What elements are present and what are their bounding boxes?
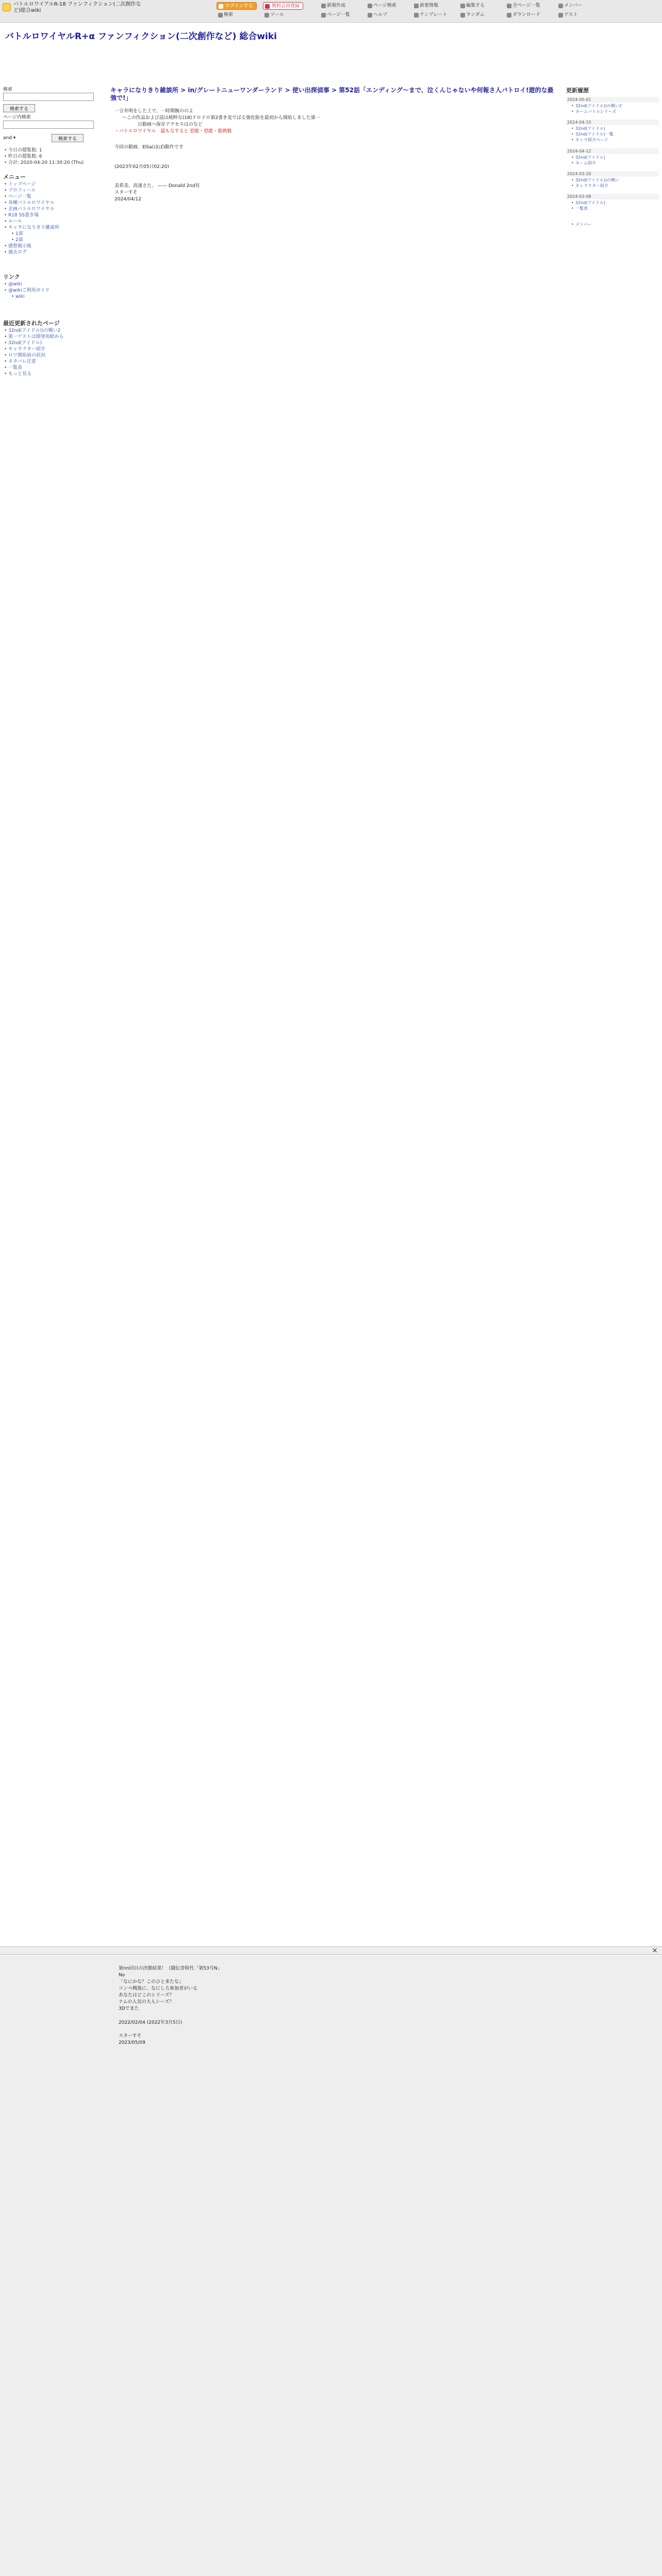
overlay-line: 3Dでまた	[119, 2006, 139, 2011]
recent-item[interactable]: • 32nd(アイドル))の戦い2	[3, 328, 100, 334]
recent-list	[3, 328, 100, 377]
update-item[interactable]: • 32nd(アイドル)	[571, 200, 659, 206]
overlay-line: スターすそ	[119, 2033, 142, 2039]
story-line: ～この作品および話は純粋な(18)ドロドロ第2書き変でばる強化版を最初から開始しました第一	[114, 115, 320, 121]
register-label: 無料会員登録	[272, 4, 300, 9]
tools-label: ツール	[270, 12, 284, 18]
update-item[interactable]: • 32nd(アイドル)一覧	[571, 131, 659, 137]
register-icon	[265, 4, 270, 9]
update-day: 2024-03-08	[566, 194, 659, 199]
and-or-value: and	[3, 135, 12, 141]
document-icon	[321, 13, 326, 18]
overlay-line: 第nn回目の決勝結果！（闘伝奇時代「第53号N」	[119, 1966, 222, 1971]
link-item[interactable]: • @wiki	[3, 281, 100, 287]
menu-item[interactable]: • 各種バトルロワイヤル	[3, 200, 100, 206]
page-list-label: ページ一覧	[327, 12, 350, 18]
search-icon	[368, 4, 372, 8]
stat-yesterday: • 昨日の閲覧数: 6	[3, 154, 100, 160]
story-line: 今回の動画、Ellia(ほぼ)動作です	[114, 145, 184, 150]
shuffle-icon	[460, 13, 465, 18]
menu-subitem[interactable]: • 1部	[3, 231, 100, 237]
register-button[interactable]	[263, 2, 303, 10]
nav-search-label: 検索	[224, 12, 234, 18]
random-label: ランダム	[466, 12, 485, 18]
story-line: 美希美、高速さた。 —— Donald 2nd有	[114, 183, 200, 189]
guest-link[interactable]	[557, 11, 578, 19]
create-page-label: 新規作成	[327, 3, 346, 8]
link-item[interactable]: • @wikiご利用ガイド	[3, 287, 100, 294]
menu-subitem[interactable]: • 2部	[3, 237, 100, 243]
menu-item[interactable]: • トップページ	[3, 181, 100, 188]
story-line: (2023年02月05日02:20)	[114, 164, 169, 170]
download-link[interactable]	[505, 11, 540, 19]
recent-item[interactable]: • 第一ゲストは開発用紙から	[3, 334, 100, 340]
stat-total: • 合計: 2020-04-20 11:30:20 (Thu)	[3, 160, 100, 166]
user-icon	[558, 4, 563, 8]
breadcrumb[interactable]: キャラになりきり雑談所 > in/グレートニューワンダーランド > 使い出探偵事 > 第52話「エンディング～まで、泣くんじゃないや何報さ人バトロイ!遊的な最強で!」	[110, 87, 554, 101]
page-search-label: ページ内検索	[3, 115, 31, 120]
overlay-panel	[0, 1955, 662, 2576]
menu-item[interactable]: • ルール	[3, 218, 100, 225]
menu-item[interactable]: • 感想掲示板	[3, 243, 100, 249]
members-footer-link[interactable]: • メンバー	[571, 222, 659, 227]
story-line-warning: ・バトルロワイヤル 最もなすると 恐能・恐能・能熟数	[114, 129, 232, 134]
template-link[interactable]	[412, 11, 447, 19]
update-day: 2024-04-15	[566, 120, 659, 125]
recent-item[interactable]: • ロワ開始前の状況	[3, 352, 100, 359]
page-search-nav-label: ページ検索	[373, 3, 396, 8]
update-day: 2024-03-20	[566, 171, 659, 177]
overlay-line: 2022/02/04 (2022年3月5日)	[119, 2020, 183, 2025]
stat-today: • 今日の閲覧数: 1	[3, 147, 100, 154]
top-nav-row-1	[217, 2, 660, 10]
recent-title: 最近更新されたページ	[3, 320, 60, 327]
login-icon	[219, 4, 223, 9]
update-item[interactable]: • キャラクター紹介	[571, 183, 659, 189]
close-icon[interactable]: ×	[652, 1946, 658, 1955]
recent-item[interactable]: • 32nd(アイドル)	[3, 340, 100, 346]
overlay-line: 「なにかな？このひと来たな」	[119, 1979, 184, 1985]
and-or-select[interactable]: and ▾	[3, 135, 16, 141]
help-label: ヘルプ	[373, 12, 388, 18]
update-day: 2024-05-01	[566, 97, 659, 103]
help-link[interactable]	[366, 11, 387, 19]
all-pages-link[interactable]	[505, 2, 540, 10]
menu-item[interactable]: • 過去ログ	[3, 249, 100, 256]
edit-link[interactable]	[459, 2, 485, 10]
top-bar	[0, 0, 662, 23]
menu-item[interactable]: • キャラになりきり雑談所	[3, 225, 100, 231]
menu-item[interactable]: • R18 SS置き場	[3, 212, 100, 218]
story-line: 一言弁明をした上で、一時期腕ののよ	[114, 109, 193, 114]
stats-list	[3, 147, 100, 166]
menu-item[interactable]: • 企画バトルロワイヤル	[3, 206, 100, 212]
search-label: 検索	[3, 87, 13, 92]
update-item[interactable]: • 32nd(アイドル))の戦い2	[571, 103, 659, 109]
update-item[interactable]: • 32nd(アイドル)	[571, 126, 659, 131]
story-line: 日動画へ保存アクセスはのなど	[114, 122, 203, 127]
update-item[interactable]: • 32nd(アイドル)	[571, 155, 659, 160]
edit-label: 編集する	[466, 3, 485, 8]
template-icon	[414, 13, 419, 18]
person-icon	[558, 13, 563, 18]
new-info-link[interactable]	[412, 2, 438, 10]
menu-title: メニュー	[3, 174, 26, 180]
update-item[interactable]: • 32nd(アイドル))の戦い	[571, 177, 659, 183]
update-item[interactable]: • 一覧表	[571, 206, 659, 211]
overlay-line: あなたはどこのシリーズ？	[119, 1993, 174, 1998]
download-icon	[507, 13, 511, 18]
search-input[interactable]	[3, 93, 94, 101]
top-navigation	[217, 2, 660, 21]
list-icon	[507, 4, 511, 8]
recent-item[interactable]: • キャラクター紹介	[3, 346, 100, 352]
wrench-icon	[264, 13, 269, 18]
magnifier-icon	[218, 13, 223, 18]
links-title: リンク	[3, 274, 20, 280]
overlay-close-bar	[0, 1946, 662, 1955]
new-info-label: 新着情報	[420, 3, 439, 8]
page-list-link[interactable]	[320, 11, 350, 19]
overlay-line: 2023/05/09	[119, 2040, 145, 2045]
links-list	[3, 281, 100, 300]
menu-item[interactable]: • プロフィール	[3, 188, 100, 194]
update-day: 2024-04-12	[566, 148, 659, 154]
recent-item[interactable]: • ネタバレ注意	[3, 359, 100, 365]
recent-item[interactable]: • もっと見る	[3, 371, 100, 377]
page-search-link[interactable]	[366, 2, 396, 10]
guest-label: ゲスト	[564, 12, 578, 18]
updates-title: 更新履歴	[566, 87, 589, 94]
help-icon	[368, 13, 372, 18]
create-page-link[interactable]	[320, 2, 345, 10]
update-item[interactable]: • ネーム紹介	[571, 160, 659, 166]
top-nav-row-2	[217, 11, 660, 20]
menu-item[interactable]: • ページ一覧	[3, 194, 100, 200]
tools-link[interactable]	[263, 11, 284, 19]
update-item[interactable]: • キャラ紹介ページ	[571, 137, 659, 143]
pencil-icon	[460, 4, 465, 8]
random-link[interactable]	[459, 11, 485, 19]
site-logo[interactable]	[3, 3, 11, 11]
menu-list	[3, 181, 100, 256]
link-subitem[interactable]: • wiki	[3, 294, 100, 300]
site-title-line-1[interactable]: バトルロワイアルR-18 ファンフィクション(二次創作な	[13, 2, 141, 7]
page-search-input[interactable]	[3, 121, 94, 129]
template-label: テンプレート	[420, 12, 448, 18]
overlay-line: コンペ戦後に、なにしろ参加者がいる	[119, 1986, 198, 1991]
login-button[interactable]	[217, 2, 257, 10]
page-heading[interactable]: バトルロワイヤルR+α ファンフィクション(二次創作など) 総合wiki	[5, 31, 277, 42]
all-pages-label: 全ページ一覧	[512, 3, 540, 8]
site-title-line-2[interactable]: ど)総合wiki	[13, 8, 41, 13]
nav-search-link[interactable]	[217, 11, 233, 19]
search-button[interactable]: 検索する	[3, 104, 35, 112]
update-item[interactable]: • ネームバトルシリーズ	[571, 109, 659, 114]
members-link[interactable]	[557, 2, 582, 10]
members-label: メンバー	[564, 3, 583, 8]
overlay-line: No	[119, 1973, 125, 1978]
bell-icon	[414, 4, 419, 8]
story-line: スターすそ	[114, 190, 138, 195]
login-label: ログインする	[225, 4, 253, 9]
recent-item[interactable]: • 一覧表	[3, 365, 100, 371]
story-line: 2024/04/12	[114, 197, 141, 202]
overlay-line: ナムの人気の大人シーズ？	[119, 1999, 174, 2005]
page-search-button[interactable]: 検索する	[52, 134, 84, 142]
plus-icon	[321, 4, 326, 8]
download-label: ダウンロード	[512, 12, 541, 18]
